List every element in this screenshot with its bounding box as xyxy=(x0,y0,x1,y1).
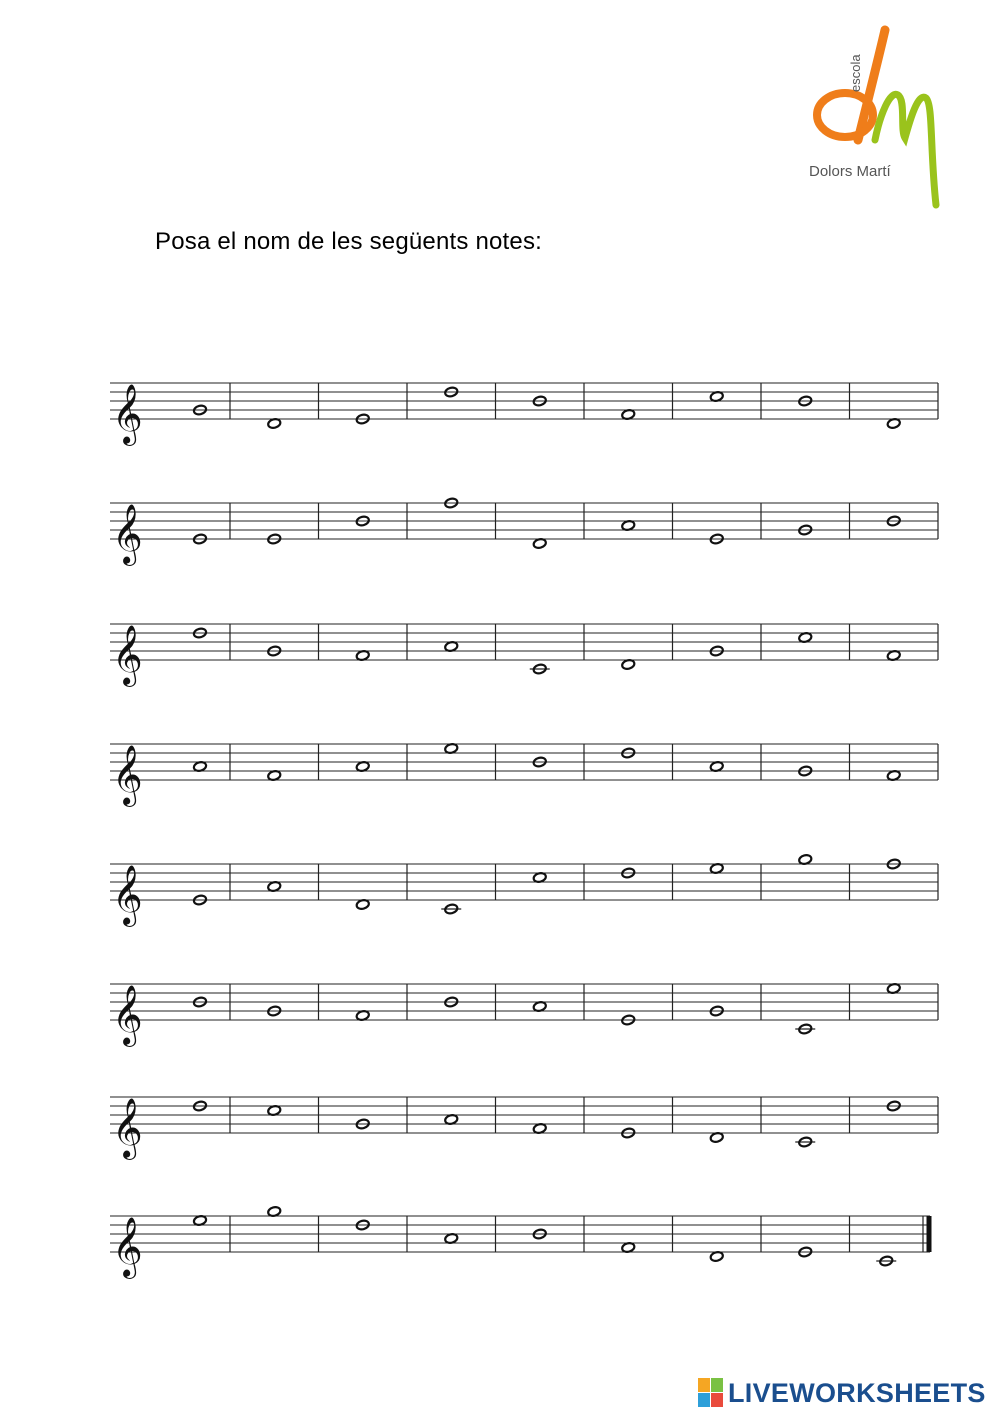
instruction-text: Posa el nom de les següents notes: xyxy=(155,228,543,255)
whole-note xyxy=(710,1132,724,1143)
whole-note xyxy=(444,641,458,652)
treble-clef-icon: 𝄞 xyxy=(112,865,143,925)
whole-note xyxy=(267,418,281,429)
liveworksheets-badge-icon xyxy=(698,1378,724,1408)
treble-clef-icon: 𝄞 xyxy=(112,1217,143,1277)
treble-clef-icon: 𝄞 xyxy=(112,625,143,685)
treble-clef-icon: 𝄞 xyxy=(112,384,143,444)
whole-note xyxy=(710,1251,724,1262)
treble-clef-icon: 𝄞 xyxy=(112,985,143,1045)
logo-name: Dolors Martí xyxy=(809,163,891,180)
whole-note xyxy=(710,761,724,772)
footer-brand-text: LIVEWORKSHEETS xyxy=(728,1377,986,1408)
whole-note xyxy=(444,743,458,754)
whole-note xyxy=(887,770,901,781)
whole-note xyxy=(887,983,901,994)
whole-note xyxy=(267,1206,281,1217)
whole-note xyxy=(798,632,812,643)
whole-note xyxy=(887,418,901,429)
whole-note xyxy=(356,899,370,910)
whole-note xyxy=(444,1233,458,1244)
whole-note xyxy=(267,881,281,892)
whole-note xyxy=(798,854,812,865)
footer-brand xyxy=(698,1376,986,1410)
whole-note xyxy=(356,650,370,661)
treble-clef-icon: 𝄞 xyxy=(112,745,143,805)
whole-note xyxy=(710,863,724,874)
whole-note xyxy=(267,1105,281,1116)
treble-clef-icon: 𝄞 xyxy=(112,504,143,564)
whole-note xyxy=(533,538,547,549)
whole-note xyxy=(356,1010,370,1021)
whole-note xyxy=(621,659,635,670)
whole-note xyxy=(356,761,370,772)
whole-note xyxy=(193,761,207,772)
whole-note xyxy=(267,770,281,781)
whole-note xyxy=(621,520,635,531)
treble-clef-icon: 𝄞 xyxy=(112,1098,143,1158)
whole-note xyxy=(621,409,635,420)
whole-note xyxy=(887,650,901,661)
whole-note xyxy=(710,391,724,402)
whole-note xyxy=(533,1123,547,1134)
logo-school-word: escola xyxy=(848,54,863,92)
whole-note xyxy=(533,1001,547,1012)
whole-note xyxy=(621,1242,635,1253)
whole-note xyxy=(193,1215,207,1226)
whole-note xyxy=(533,872,547,883)
whole-note xyxy=(444,1114,458,1125)
